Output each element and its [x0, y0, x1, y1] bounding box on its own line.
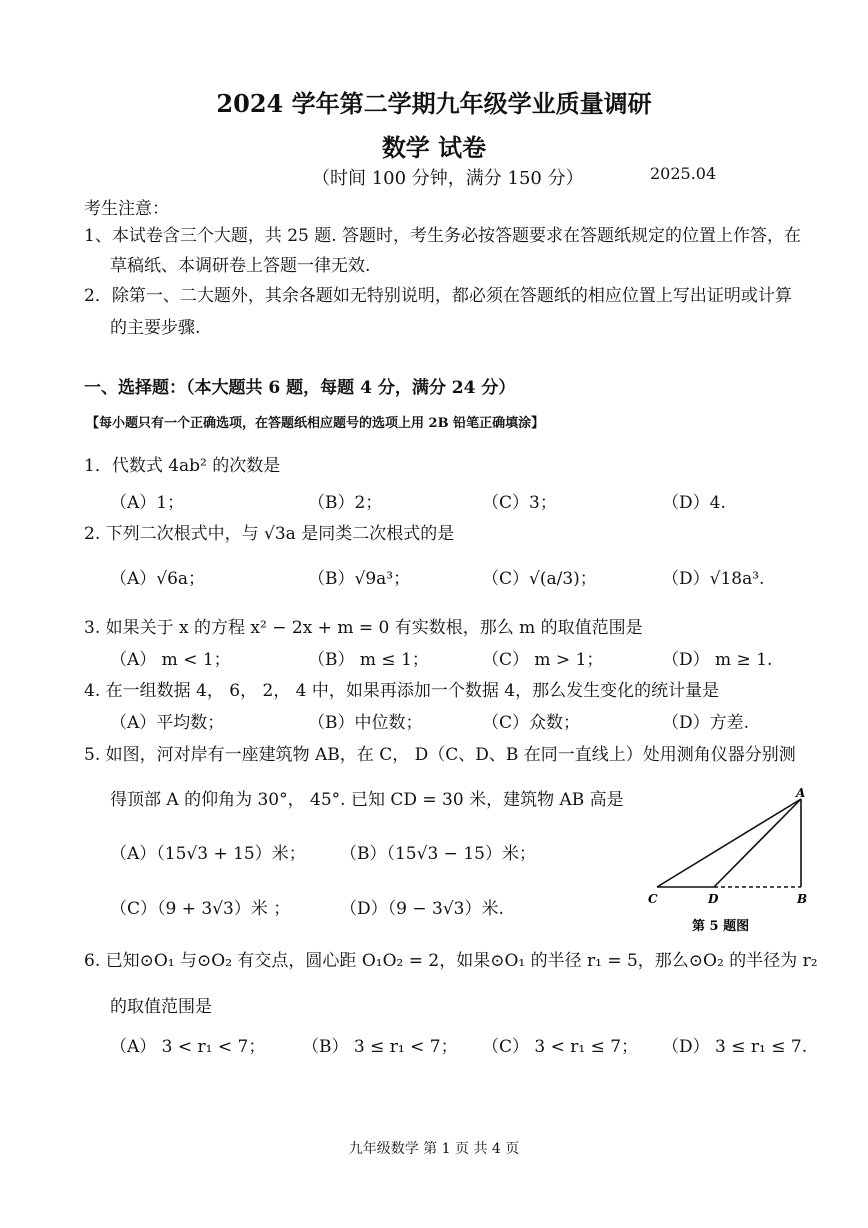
point-c-label: C — [648, 892, 658, 906]
time-info: （时间 100 分钟，满分 150 分） — [312, 168, 584, 189]
question-2-stem: 2. 下列二次根式中，与 √3a 是同类二次根式的是 — [84, 524, 455, 544]
question-5-figure — [640, 782, 830, 937]
line-da — [714, 799, 801, 887]
question-6-option-a: （A） 3 < r₁ < 7； — [110, 1037, 266, 1057]
exam-date: 2025.04 — [650, 164, 717, 183]
point-a-label: A — [796, 786, 806, 800]
question-2-option-d: （D）√18a³. — [662, 569, 765, 589]
notice-heading: 考生注意： — [84, 199, 169, 219]
question-5-option-a: （A）（15√3 + 15）米； — [110, 844, 306, 864]
question-1-stem: 1．代数式 4ab² 的次数是 — [84, 456, 281, 476]
question-6-option-b: （B） 3 ≤ r₁ < 7； — [302, 1037, 458, 1057]
question-1-option-d: （D）4. — [662, 493, 726, 513]
question-3-option-b: （B） m ≤ 1； — [308, 650, 429, 670]
question-6-stem-line-2: 的取值范围是 — [110, 997, 212, 1017]
notice-item-2-line-2: 的主要步骤. — [110, 318, 201, 338]
question-5-option-b: （B）（15√3 − 15）米； — [340, 844, 536, 864]
question-6-option-d: （D） 3 ≤ r₁ ≤ 7. — [662, 1037, 808, 1057]
question-3-stem: 3. 如果关于 x 的方程 x² − 2x + m = 0 有实数根，那么 m 的取值范围是 — [84, 618, 643, 638]
exam-subtitle: 数学 试卷 — [381, 133, 487, 162]
question-1-option-c: （C）3； — [482, 493, 557, 513]
figure-caption: 第 5 题图 — [692, 919, 750, 934]
notice-item-1-line-2: 草稿纸、本调研卷上答题一律无效. — [110, 256, 371, 276]
exam-title: 2024 学年第二学期九年级学业质量调研 — [216, 89, 652, 118]
question-4-option-d: （D）方差. — [662, 713, 750, 733]
question-1-option-a: （A）1； — [110, 493, 185, 513]
question-4-option-a: （A）平均数； — [110, 713, 225, 733]
question-2-option-c: （C）√(a/3)； — [482, 569, 597, 589]
question-5-option-d: （D）（9 − 3√3）米. — [340, 899, 504, 919]
point-d-label: D — [708, 892, 719, 906]
question-3-option-c: （C） m > 1； — [482, 650, 604, 670]
question-4-option-c: （C）众数； — [482, 713, 581, 733]
notice-item-1-line-1: 1、本试卷含三个大题，共 25 题. 答题时，考生务必按答题要求在答题纸规定的位置上作答，在 — [84, 226, 802, 246]
question-3-option-d: （D） m ≥ 1. — [662, 650, 773, 670]
question-4-option-b: （B）中位数； — [308, 713, 423, 733]
question-5-option-c: （C）（9 + 3√3）米 ； — [110, 899, 291, 919]
question-3-option-a: （A） m < 1； — [110, 650, 231, 670]
question-5-stem-line-2: 得顶部 A 的仰角为 30°， 45°. 已知 CD = 30 米，建筑物 AB 高是 — [110, 790, 624, 810]
section-1-heading: 一、选择题：（本大题共 6 题，每题 4 分，满分 24 分） — [84, 378, 516, 398]
line-ca — [657, 799, 801, 887]
question-1-option-b: （B）2； — [308, 493, 383, 513]
question-5-stem-line-1: 5. 如图，河对岸有一座建筑物 AB，在 C， D（C、D、B 在同一直线上）处用测角仪器分别测 — [84, 745, 796, 765]
page-footer: 九年级数学 第 1 页 共 4 页 — [348, 1141, 520, 1157]
question-4-stem: 4. 在一组数据 4， 6， 2， 4 中，如果再添加一个数据 4，那么发生变化的统计量是 — [84, 681, 720, 701]
notice-item-2-line-1: 2．除第一、二大题外，其余各题如无特别说明，都必须在答题纸的相应位置上写出证明或计算 — [84, 286, 792, 306]
question-2-option-b: （B）√9a³； — [308, 569, 411, 589]
question-2-option-a: （A）√6a； — [110, 569, 206, 589]
question-6-option-c: （C） 3 < r₁ ≤ 7； — [482, 1037, 639, 1057]
section-1-instruction: 【每小题只有一个正确选项，在答题纸相应题号的选项上用 2B 铅笔正确填涂】 — [86, 416, 545, 431]
point-b-label: B — [797, 892, 808, 906]
question-6-stem-line-1: 6. 已知⊙O₁ 与⊙O₂ 有交点，圆心距 O₁O₂ = 2，如果⊙O₁ 的半径 r₁ = 5，那么⊙O₂ 的半径为 r₂ — [84, 951, 818, 971]
